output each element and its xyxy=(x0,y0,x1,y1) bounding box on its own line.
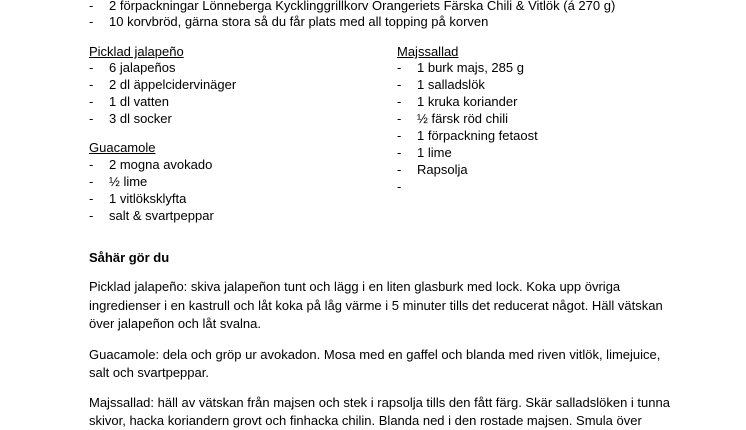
paragraph-line: salt och svartpeppar. xyxy=(89,365,209,380)
paragraph-line: skivor, hacka koriandern grovt och finhacka chilin. Blanda ned i den rostade majsen. Smula över xyxy=(89,413,642,428)
paragraph-line: över jalapeñon och låt svalna. xyxy=(89,316,262,331)
paragraph-line: ingredienser i en kastrull och låt koka på låg värme i 5 minuter tills det reducerat något. Häll vätskan xyxy=(89,298,663,313)
jalapeno-heading: Picklad jalapeño xyxy=(89,44,184,59)
guacamole-heading: Guacamole xyxy=(89,140,156,155)
paragraph-line: Picklad jalapeño: skiva jalapeñon tunt och lägg i en liten glasburk med lock. Koka upp övriga xyxy=(89,279,621,294)
instructions-heading: Såhär gör du xyxy=(89,250,170,265)
paragraph-line: Majssallad: häll av vätskan från majsen och stek i rapsolja tills den fått färg. Skär salladslöken i tunna xyxy=(89,395,670,410)
majssallad-heading: Majssallad xyxy=(397,44,459,59)
paragraph-line: Guacamole: dela och gröp ur avokadon. Mosa med en gaffel och blanda med riven vitlök, limejuice, xyxy=(89,347,661,362)
